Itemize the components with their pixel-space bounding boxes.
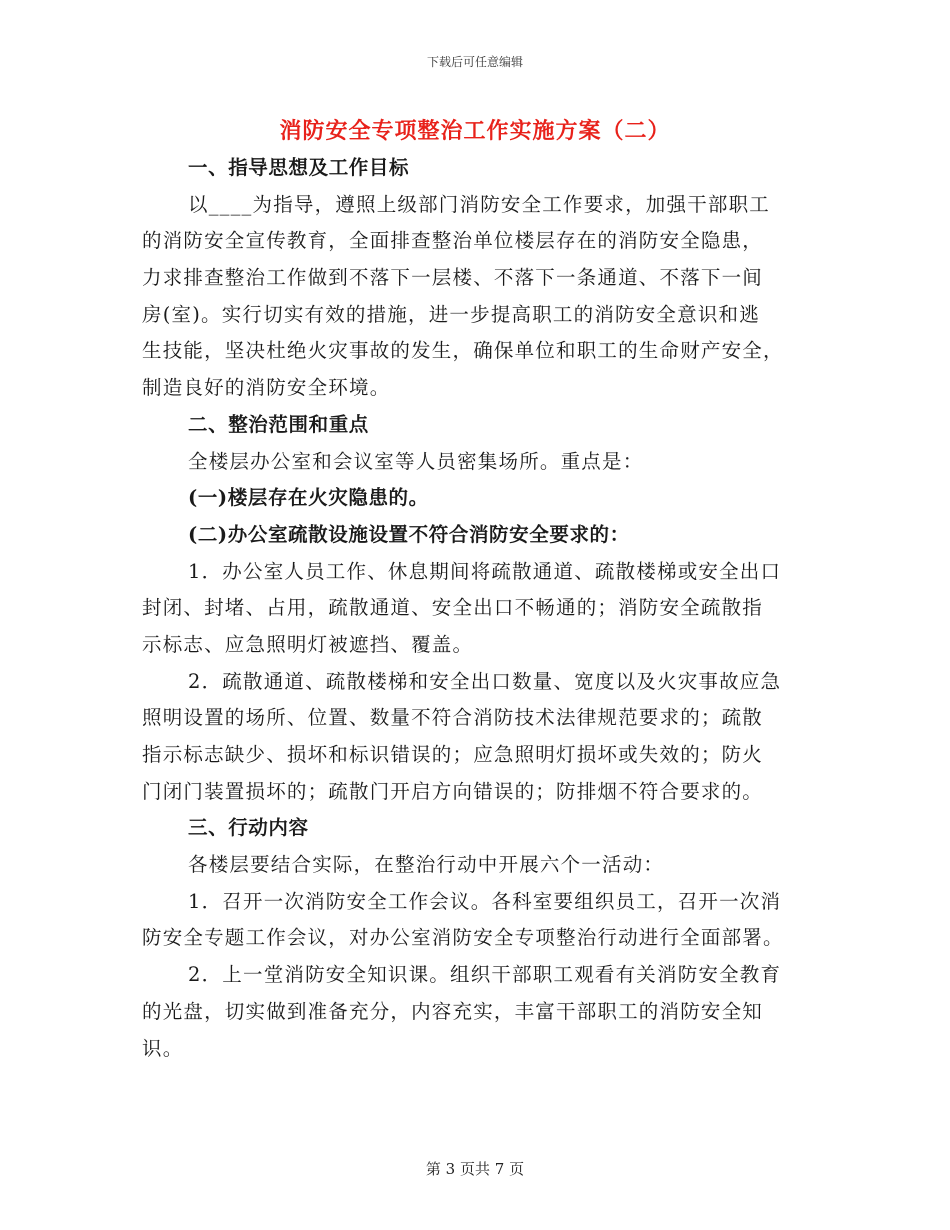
body-line: 防安全专题工作会议，对办公室消防安全专项整治行动进行全面部署。 — [142, 926, 784, 950]
body-line: 全楼层办公室和会议室等人员密集场所。重点是： — [188, 449, 644, 473]
page-number-footer: 第 3 页共 7 页 — [425, 1160, 525, 1178]
body-line: 指示标志缺少、损坏和标识错误的；应急照明灯损坏或失效的；防火 — [142, 743, 764, 766]
body-line: 的消防安全宣传教育，全面排查整治单位楼层存在的消防安全隐患， — [142, 229, 764, 253]
body-line: 生技能，坚决杜绝火灾事故的发生，确保单位和职工的生命财产安全， — [142, 339, 784, 363]
body-line: 照明设置的场所、位置、数量不符合消防技术法律规范要求的；疏散 — [142, 706, 764, 730]
body-line: 二、整治范围和重点 — [188, 412, 369, 436]
body-line: 制造良好的消防安全环境。 — [142, 376, 391, 400]
body-line: 1．办公室人员工作、休息期间将疏散通道、疏散楼梯或安全出口 — [188, 559, 782, 583]
document-title: 消防安全专项整治工作实施方案（二） — [279, 118, 671, 144]
body-line: 以____为指导，遵照上级部门消防安全工作要求，加强干部职工 — [188, 192, 771, 216]
document-body — [142, 150, 808, 1067]
body-line: 门闭门装置损坏的；疏散门开启方向错误的；防排烟不符合要求的。 — [142, 779, 764, 803]
body-line: 房(室)。实行切实有效的措施，进一步提高职工的消防安全意识和逃 — [142, 302, 760, 326]
header-note: 下载后可任意编辑 — [426, 55, 523, 69]
body-line: 力求排查整治工作做到不落下一层楼、不落下一条通道、不落下一间 — [142, 266, 764, 290]
body-line: (二)办公室疏散设施设置不符合消防安全要求的： — [188, 522, 630, 546]
body-line: 示标志、应急照明灯被遮挡、覆盖。 — [142, 632, 474, 656]
body-line: 识。 — [142, 1036, 184, 1060]
body-line: 2．疏散通道、疏散楼梯和安全出口数量、宽度以及火灾事故应急 — [188, 669, 782, 693]
body-line: (一)楼层存在火灾隐患的。 — [188, 486, 429, 510]
body-line: 1．召开一次消防安全工作会议。各科室要组织员工，召开一次消 — [188, 889, 782, 913]
body-line: 三、行动内容 — [188, 816, 309, 840]
body-line: 一、指导思想及工作目标 — [188, 156, 410, 179]
body-line: 2．上一堂消防安全知识课。组织干部职工观看有关消防安全教育 — [188, 963, 782, 987]
body-line: 各楼层要结合实际，在整治行动中开展六个一活动： — [188, 853, 665, 877]
body-line: 的光盘，切实做到准备充分，内容充实，丰富干部职工的消防安全知 — [142, 999, 764, 1023]
body-line: 封闭、封堵、占用，疏散通道、安全出口不畅通的；消防安全疏散指 — [142, 596, 764, 620]
